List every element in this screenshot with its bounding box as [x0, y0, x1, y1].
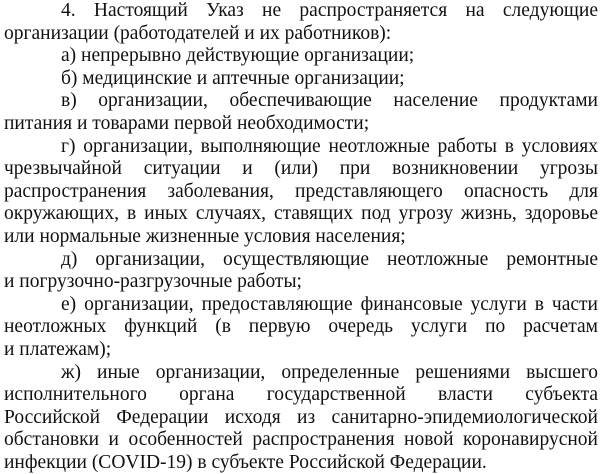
item-zh-line-1: ж) иные организации, определенные решениями высшего [61, 361, 598, 383]
item-zh-line-4: обстановки и особенностей распространения новой коронавирусной [4, 429, 598, 451]
item-zh-line-5: инфекции (COVID-19) в субъекте Российской Федерации. [4, 451, 487, 473]
item-e-line-2: неотложных функций (в первую очередь услуги по расчетам [4, 316, 598, 338]
item-g-line-3: распространения заболевания, представляющего опасность для [4, 180, 598, 202]
item-b-line-1: б) медицинские и аптечные организации; [61, 67, 405, 89]
item-g-line-1: г) организации, выполняющие неотложные работы в условиях [61, 135, 598, 157]
item-zh-line-2: исполнительного органа государственной власти субъекта [4, 384, 598, 406]
paragraph-4-line-1: 4. Настоящий Указ не распространяется на следующие [61, 0, 598, 21]
item-g-line-2: чрезвычайной ситуации и (или) при возникновении угрозы [4, 158, 598, 180]
item-e-line-3: и платежам); [4, 338, 112, 360]
item-e-line-1: е) организации, предоставляющие финансовые услуги в части [61, 293, 598, 315]
item-a-line-1: а) непрерывно действующие организации; [61, 45, 415, 67]
item-v-line-2: питания и товарами первой необходимости; [4, 112, 370, 134]
item-g-line-4: окружающих, в иных случаях, ставящих под угрозу жизнь, здоровье [4, 203, 598, 225]
item-g-line-5: или нормальные жизненные условия населения; [4, 225, 406, 247]
item-d-line-1: д) организации, осуществляющие неотложные ремонтные [61, 248, 598, 270]
item-d-line-2: и погрузочно-разгрузочные работы; [4, 271, 302, 293]
item-v-line-1: в) организации, обеспечивающие население продуктами [61, 90, 598, 112]
paragraph-4-line-2: организации (работодателей и их работников): [4, 22, 392, 44]
item-zh-line-3: Российской Федерации исходя из санитарно-эпидемиологической [4, 406, 598, 428]
